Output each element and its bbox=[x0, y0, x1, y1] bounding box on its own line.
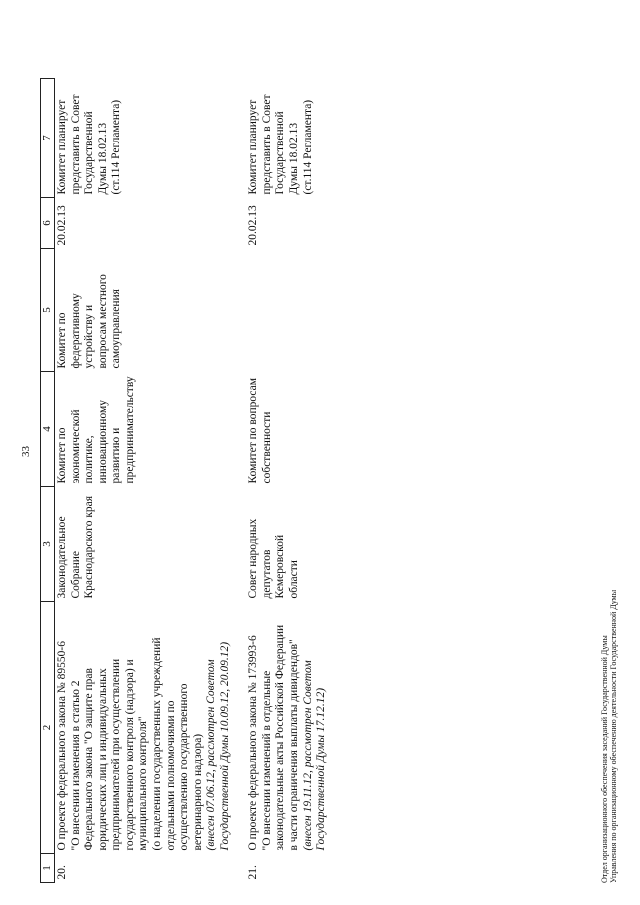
initiator: Законодательное Собрание Краснодарского края bbox=[56, 495, 96, 599]
header-col-1: 1 bbox=[41, 854, 55, 883]
date: 20.02.13 bbox=[56, 205, 68, 246]
plan-note: Комитет планирует представить в Совет Государственной Думы 18.02.13 (ст.114 Регламента) bbox=[56, 94, 123, 195]
footer-line: Управления по организационному обеспечению деятельности Государственной Думы bbox=[609, 589, 619, 883]
header-col-5: 5 bbox=[41, 249, 55, 372]
row-number: 21. bbox=[247, 865, 260, 880]
header-col-3: 3 bbox=[41, 487, 55, 602]
bill-note: (внесен 07.06.12, рассмотрен Советом bbox=[205, 659, 218, 851]
header-col-4: 4 bbox=[41, 372, 55, 487]
bill-note: Государственной Думы 17.12.12) bbox=[315, 687, 328, 851]
bill-title: О проекте федерального закона № 173993-6 "О внесении изменений в отдельные законодательные акты Российской Федерации в части ограничения выплаты дивидендов" (внесен 19.11.12, рассмотрен Советом Государственной Думы 17.12.12) bbox=[233, 602, 329, 854]
plan-note: Комитет планирует представить в Совет Государственной Думы 18.02.13 (ст.114 Регламента) bbox=[247, 94, 314, 195]
table-row bbox=[55, 79, 234, 883]
co-committee bbox=[233, 249, 329, 372]
header-col-2: 2 bbox=[41, 602, 55, 854]
bill-note: Государственной Думы 10.09.12, 20.09.12) bbox=[218, 641, 231, 851]
initiator: Совет народных депутатов Кемеровской области bbox=[247, 518, 300, 599]
header-col-6: 6 bbox=[41, 198, 55, 249]
page-number: 33 bbox=[20, 446, 32, 457]
footer-line: Отдел организационного обеспечения заседаний Государственной Думы bbox=[600, 635, 609, 883]
bill-title: О проекте федерального закона № 89550-6 "О внесении изменения в статью 2 Федерального закона "О защите прав юридических лиц и индивидуальных предпринимателей при осуществлении государственного контроля (надзора) и муниципального контроля" (о наделении государственных учреждений отдельными полномочиями по осуществлению государственного ветеринарного надзора) (внесен 07.06.12, рассмотрен Советом Государственной Думы 10.09.12, 20.09.12) bbox=[55, 602, 234, 854]
table-header-row bbox=[41, 79, 55, 883]
date: 20.02.13 bbox=[247, 205, 260, 246]
header-col-7: 7 bbox=[41, 79, 55, 198]
footer bbox=[600, 590, 618, 883]
responsible-committee: Комитет по вопросам собственности bbox=[247, 377, 273, 484]
responsible-committee: Комитет по экономической политике, инновационному развитию и предпринимательству bbox=[56, 376, 136, 484]
bill-note: (внесен 19.11.12, рассмотрен Советом bbox=[301, 660, 314, 851]
agenda-table bbox=[40, 78, 330, 883]
table-row bbox=[233, 79, 329, 883]
row-number: 20. bbox=[56, 865, 68, 880]
co-committee: Комитет по федеративному устройству и вопросам местного самоуправления bbox=[56, 274, 123, 369]
